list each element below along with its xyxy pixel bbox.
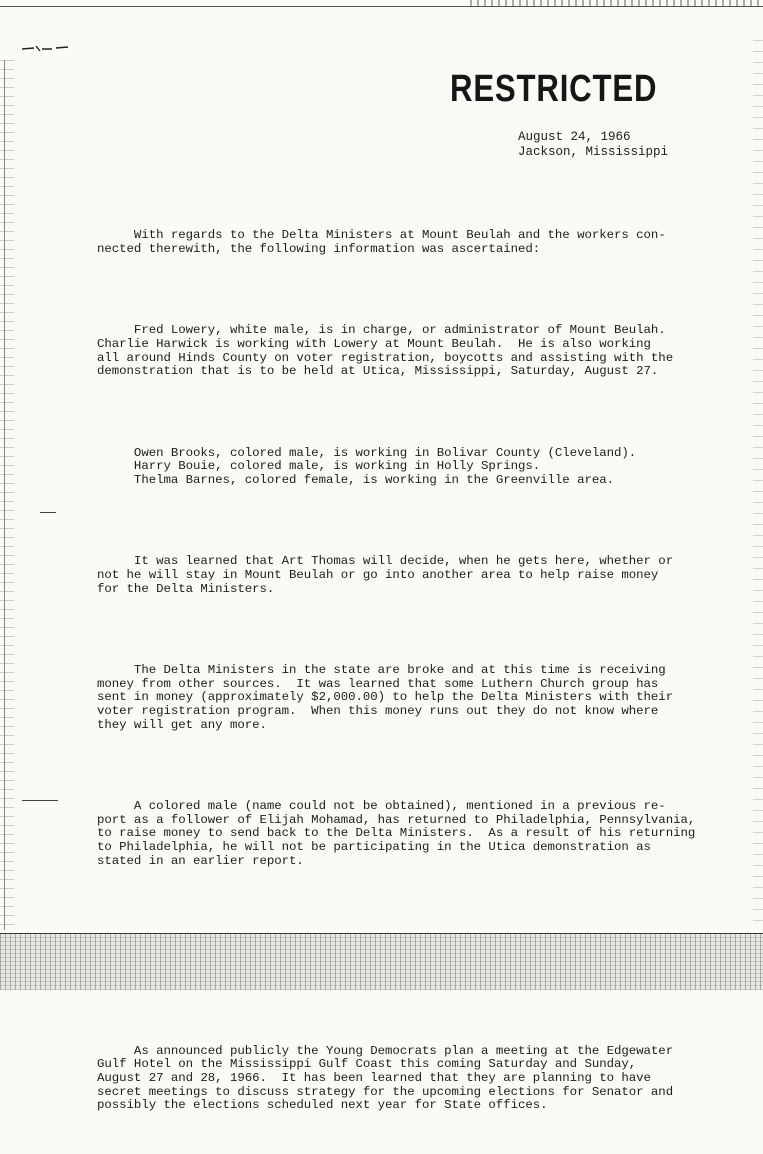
text-line: August 27 and 28, 1966. It has been learned that they are planning to have [97, 1071, 651, 1085]
paragraph [97, 637, 687, 759]
paragraph [97, 297, 687, 406]
paragraph [97, 528, 687, 623]
paragraph [97, 420, 687, 515]
text-line: Owen Brooks, colored male, is working in Bolivar County (Cleveland). [97, 445, 637, 460]
left-margin-scan-artifact [0, 60, 14, 930]
text-line: Gulf Hotel on the Mississippi Gulf Coast this coming Saturday and Sunday, [97, 1057, 637, 1072]
text-line: Fred Lowery, white male, is in charge, or administrator of Mount Beulah. [97, 323, 666, 338]
text-line: possibly the elections scheduled next year for State offices. [97, 1098, 548, 1113]
text-line: It was learned that Art Thomas will decide, when he gets here, whether or [97, 554, 674, 569]
paragraph [97, 1018, 687, 1140]
paragraph [97, 773, 696, 895]
text-line: nected therewith, the following information was ascertained: [97, 241, 541, 256]
text-line: Thelma Barnes, colored female, is working in the Greenville area. [97, 472, 614, 487]
text-line: for the Delta Ministers. [97, 581, 275, 596]
text-line: stated in an earlier report. [97, 853, 304, 868]
text-line: port as a follower of Elijah Mohamad, has returned to Philadelphia, Pennsylvania, [97, 812, 696, 827]
text-line: With regards to the Delta Ministers at Mount Beulah and the workers con- [97, 228, 666, 243]
text-line: sent in money (approximately $2,000.00) to help the Delta Ministers with their [97, 690, 674, 705]
text-line: secret meetings to discuss strategy for the upcoming elections for Senator and [97, 1084, 674, 1099]
text-line: A colored male (name could not be obtained), mentioned in a previous re- [97, 799, 666, 814]
text-line: Harry Bouie, colored male, is working in Holly Springs. [97, 459, 541, 474]
right-margin-scan-artifact [753, 40, 763, 930]
text-line: money from other sources. It was learned that some Luthern Church group has [97, 676, 659, 691]
text-line: to Philadelphia, he will not be participating in the Utica demonstration as [97, 839, 651, 854]
left-margin-line [4, 60, 5, 930]
dateline [518, 130, 668, 160]
text-line: not he will stay in Mount Beulah or go into another area to help raise money [97, 568, 659, 583]
text-line: As announced publicly the Young Democrats plan a meeting at the Edgewater [97, 1043, 674, 1058]
text-line: demonstration that is to be held at Utica, Mississippi, Saturday, August 27. [97, 364, 659, 379]
text-line: The Delta Ministers in the state are broke and at this time is receiving [97, 663, 666, 678]
margin-tick [22, 800, 58, 801]
restricted-stamp: RESTRICTED [450, 68, 658, 110]
text-line: voter registration program. When this money runs out they do not know where [97, 703, 659, 718]
text-line: Charlie Harwick is working with Lowery at Mount Beulah. He is also working [97, 336, 651, 351]
text-line: to raise money to send back to the Delta Ministers. As a result of his returning [97, 826, 696, 841]
paragraph [97, 202, 687, 284]
top-edge-rule [0, 6, 763, 7]
text-line: they will get any more. [97, 717, 267, 732]
document-date: August 24, 1966 [518, 130, 631, 144]
document-location: Jackson, Mississippi [518, 145, 669, 159]
margin-tick [40, 512, 56, 513]
corner-pen-mark [22, 44, 70, 54]
bottom-scan-artifact [0, 934, 763, 990]
text-line: all around Hinds County on voter registration, boycotts and assisting with the [97, 350, 674, 365]
document-body [97, 202, 696, 1154]
